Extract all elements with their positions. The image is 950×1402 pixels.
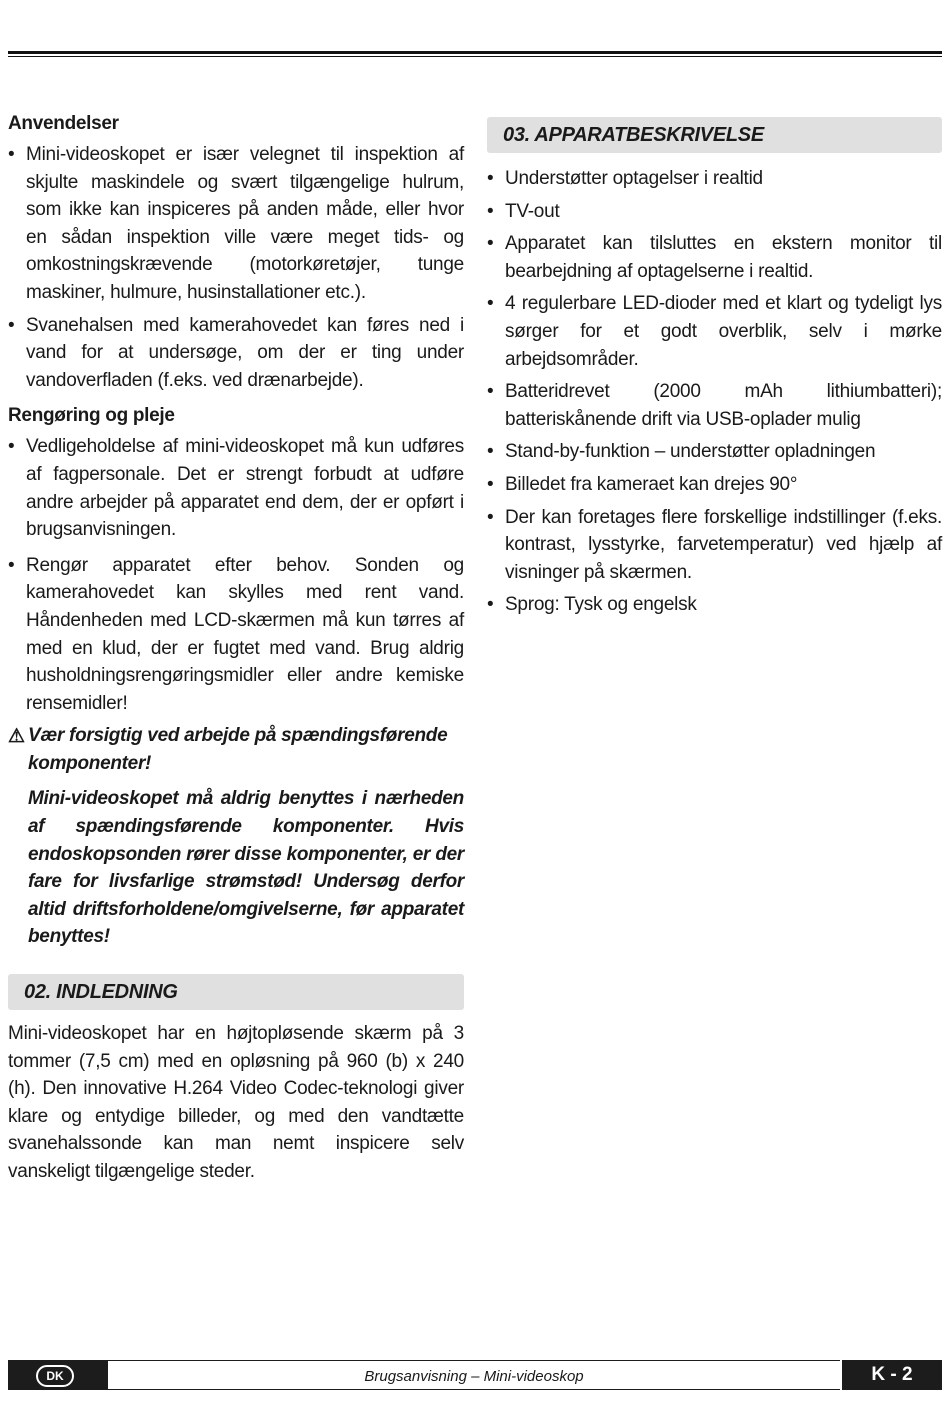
- warning-body: Mini-videoskopet må aldrig benyttes i nærheden af spændingsførende komponenter. Hvis endoskopsonden rører disse komponenter, er der fare for livsfarlige strømstød! Undersøg derfor altid driftsforholdene/omgivelserne, før apparatet benyttes!: [28, 788, 464, 948]
- section-heading-02: 02. INDLEDNING: [8, 974, 464, 1010]
- list-item: • Vedligeholdelse af mini-videoskopet må kun udføres af fagpersonale. Det er strengt forbudt at udføre andre arbejder på apparatet end dem, der er opført i brugsanvisningen.: [8, 433, 464, 543]
- warning-triangle-icon: ⚠: [8, 726, 25, 748]
- list-item: • Billedet fra kameraet kan drejes 90°: [487, 471, 942, 499]
- page-number: K - 2: [842, 1360, 942, 1390]
- list-item: • Der kan foretages flere forskellige indstillinger (f.eks. kontrast, lysstyrke, farvetemperatur) ved hjælp af visninger på skærmen.: [487, 504, 942, 587]
- intro-paragraph: Mini-videoskopet har en højtopløsende skærm på 3 tommer (7,5 cm) med en opløsning på 960 (b) x 240 (h). Den innovative H.264 Video Codec-teknologi giver klare og entydige billeder, og med den vandtætte svanehalssonde kan man nemt inspicere selv vanskeligt tilgængelige steder.: [8, 1023, 464, 1182]
- list-item: • Svanehalsen med kamerahovedet kan føres ned i vand for at undersøge, om der er ting under vandoverfladen (f.eks. ved drænarbejde).: [8, 312, 464, 395]
- list-item: • Mini-videoskopet er især velegnet til inspektion af skjulte maskindele og svært tilgængelige hulrum, som ikke kan inspiceres på anden måde, eller hvor en sådan inspektion ville være meget tids- og omkostningskrævende (motorkøretøjer, tunge maskiner, hulmure, husinstallationer etc.).: [8, 141, 464, 307]
- left-column: [8, 110, 464, 951]
- heading-rengoring: Rengøring og pleje: [8, 405, 175, 427]
- list-item: • Batteridrevet (2000 mAh lithiumbatteri); batteriskånende drift via USB-oplader mulig: [487, 378, 942, 433]
- warning-title: [8, 722, 464, 777]
- list-item: • Stand-by-funktion – understøtter opladningen: [487, 438, 942, 466]
- right-column: [487, 117, 942, 624]
- top-rule-thin: [8, 56, 942, 57]
- list-item: • 4 regulerbare LED-dioder med et klart og tydeligt lys sørger for et godt overblik, selv i mørke arbejdsområder.: [487, 290, 942, 373]
- heading-anvendelser: Anvendelser: [8, 113, 119, 134]
- country-badge: [8, 1360, 108, 1390]
- list-item: • Rengør apparatet efter behov. Sonden og kamerahovedet kan skylles med rent vand. Håndenheden med LCD-skærmen må kun tørres af med en klud, der er fugtet med vand. Brug aldrig husholdningsrengøringsmidler eller andre kemiske rensemidler!: [8, 552, 464, 718]
- list-item: • Apparatet kan tilsluttes en ekstern monitor til bearbejdning af optagelserne i realtid.: [487, 230, 942, 285]
- page-footer: [8, 1360, 942, 1390]
- footer-title: Brugsanvisning – Mini-videoskop: [108, 1360, 840, 1390]
- section-heading-03: 03. APPARATBESKRIVELSE: [487, 117, 942, 153]
- top-rule: [8, 51, 942, 54]
- country-code: DK: [36, 1365, 74, 1387]
- list-item: • TV-out: [487, 198, 942, 226]
- list-item: • Understøtter optagelser i realtid: [487, 165, 942, 193]
- list-item: • Sprog: Tysk og engelsk: [487, 591, 942, 619]
- warning-title-text: Vær forsigtig ved arbejde på spændingsførende komponenter!: [28, 725, 448, 774]
